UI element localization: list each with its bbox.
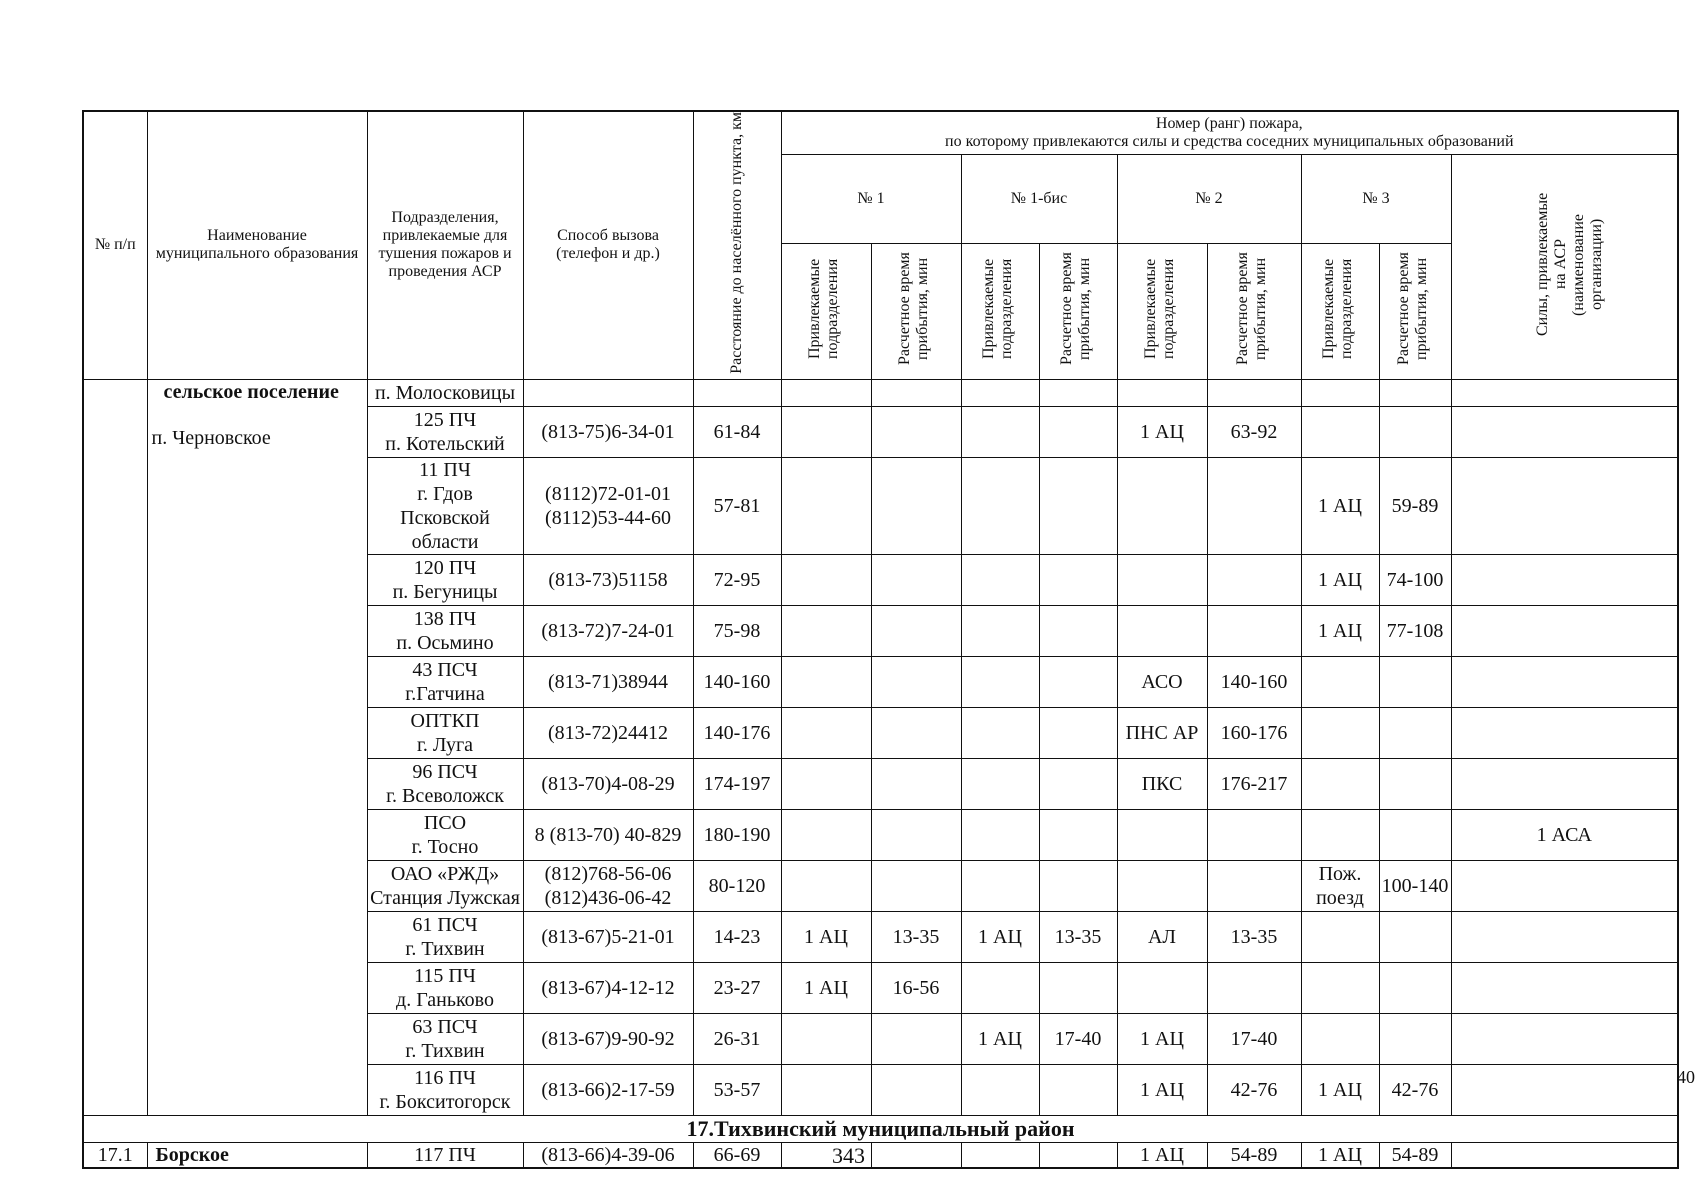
row-num-empty <box>83 379 147 1115</box>
rank-value-cell <box>1039 656 1117 707</box>
rank-value-cell <box>961 758 1039 809</box>
unit-cell <box>367 554 523 605</box>
rank-value-cell <box>961 379 1039 406</box>
unit-cell <box>367 860 523 911</box>
rank-value-cell <box>1207 809 1301 860</box>
rank-value-cell <box>1451 758 1678 809</box>
rank-value-cell <box>1207 554 1301 605</box>
rank-value-cell <box>1379 911 1451 962</box>
header-r2-units: Привлекаемые подразделения <box>1142 258 1177 359</box>
rank-value-cell <box>1451 962 1678 1013</box>
rank-value-cell: 1 АЦ <box>1117 1064 1207 1115</box>
rank-value-cell <box>781 809 871 860</box>
rank-value-cell: 160-176 <box>1207 707 1301 758</box>
rank-value-cell <box>871 379 961 406</box>
rank-value-cell <box>1451 406 1678 457</box>
unit-line: 125 ПЧ <box>413 408 477 431</box>
distance-cell: 23-27 <box>693 962 781 1013</box>
rank-value-cell <box>781 1064 871 1115</box>
unit-line: ОАО «РЖД» <box>390 862 500 885</box>
phone-line: (813-67)5-21-01 <box>541 925 675 948</box>
phone-line: (813-67)4-12-12 <box>541 976 675 999</box>
call-cell <box>523 911 693 962</box>
rank-value-cell <box>781 605 871 656</box>
rank-value-cell <box>1301 911 1379 962</box>
rank-value-cell: 63-92 <box>1207 406 1301 457</box>
header-rank-3: № 3 <box>1301 155 1451 244</box>
unit-line: ОПТКП <box>410 709 480 732</box>
rank-value-cell <box>781 406 871 457</box>
header-r3-units: Привлекаемые подразделения <box>1320 258 1355 359</box>
unit-line: 96 ПСЧ <box>412 760 478 783</box>
unit-cell <box>367 457 523 554</box>
rank-value-cell <box>1451 911 1678 962</box>
unit-cell <box>367 809 523 860</box>
header-r1-units: Привлекаемые подразделения <box>806 258 841 359</box>
page-number: 343 <box>832 1143 865 1168</box>
rank-value-cell <box>781 758 871 809</box>
rank-value-cell <box>1039 1064 1117 1115</box>
distance-cell: 57-81 <box>693 457 781 554</box>
rank-value-cell: 1 АЦ <box>1117 1142 1207 1168</box>
call-cell <box>523 457 693 554</box>
rank-value-cell <box>1039 962 1117 1013</box>
rank-value-cell <box>871 758 961 809</box>
rank-value-cell: 13-35 <box>1207 911 1301 962</box>
rank-value-cell: 1 АЦ <box>781 962 871 1013</box>
rank-value-cell <box>1207 962 1301 1013</box>
rank-value-cell <box>1039 554 1117 605</box>
unit-cell <box>367 605 523 656</box>
rank-value-cell <box>961 860 1039 911</box>
rank-value-cell: 100-140 <box>1379 860 1451 911</box>
unit-line: Псковской области <box>400 506 490 553</box>
unit-cell <box>367 379 523 406</box>
rank-value-cell <box>961 457 1039 554</box>
rank-value-cell <box>1379 406 1451 457</box>
section-row <box>83 1115 1678 1142</box>
rank-value-cell <box>1117 554 1207 605</box>
rank-value-cell <box>871 605 961 656</box>
distance-cell: 66-69 <box>693 1142 781 1168</box>
section-title: 17.Тихвинский муниципальный район <box>83 1115 1678 1142</box>
header-rank-title <box>781 111 1678 155</box>
rank-value-cell <box>1039 809 1117 860</box>
call-cell <box>523 1064 693 1115</box>
rank-value-cell: 54-89 <box>1379 1142 1451 1168</box>
rank-value-cell <box>1301 758 1379 809</box>
distance-cell: 140-176 <box>693 707 781 758</box>
distance-cell: 140-160 <box>693 656 781 707</box>
unit-line: г. Тосно <box>411 835 479 858</box>
rank-value-cell: 16-56 <box>871 962 961 1013</box>
phone-line: (813-72)7-24-01 <box>541 619 675 642</box>
rank-value-cell: АЛ <box>1117 911 1207 962</box>
rank-value-cell: 59-89 <box>1379 457 1451 554</box>
rank-value-cell <box>871 554 961 605</box>
rank-value-cell: 13-35 <box>1039 911 1117 962</box>
unit-line: 43 ПСЧ <box>412 658 478 681</box>
call-cell <box>523 656 693 707</box>
unit-cell <box>367 911 523 962</box>
rank-value-cell <box>1379 656 1451 707</box>
rank-value-cell <box>781 457 871 554</box>
header-units: Подразделения, привлекаемые для тушения пожаров и проведения АСР <box>367 111 523 379</box>
rank-value-cell <box>781 860 871 911</box>
rank-value-cell: 140-160 <box>1207 656 1301 707</box>
unit-line: п. Осьмино <box>396 631 494 654</box>
rank-value-cell: 176-217 <box>1207 758 1301 809</box>
unit-cell: 117 ПЧ <box>367 1142 523 1168</box>
call-cell: (813-66)4-39-06 <box>523 1142 693 1168</box>
distance-cell: 75-98 <box>693 605 781 656</box>
rank-value-cell <box>961 707 1039 758</box>
rank-value-cell <box>1117 605 1207 656</box>
row-num: 17.1 <box>83 1142 147 1168</box>
distance-cell: 180-190 <box>693 809 781 860</box>
rank-value-cell: АСО <box>1117 656 1207 707</box>
header-r1bis-units: Привлекаемые подразделения <box>980 258 1015 359</box>
rank-value-cell <box>1301 809 1379 860</box>
rank-value-cell <box>1379 1013 1451 1064</box>
rank-value-cell <box>1451 457 1678 554</box>
rank-value-cell: 1 АЦ <box>1301 605 1379 656</box>
unit-line: 11 ПЧ <box>419 458 471 481</box>
distance-cell: 26-31 <box>693 1013 781 1064</box>
unit-line: п. Котельский <box>385 432 505 455</box>
rank-value-cell <box>1451 379 1678 406</box>
rank-value-cell <box>871 1013 961 1064</box>
unit-line: п. Бегуницы <box>392 580 498 603</box>
header-call-method: Способ вызова (телефон и др.) <box>523 111 693 379</box>
rank-value-cell <box>1301 406 1379 457</box>
rank-value-cell <box>1117 379 1207 406</box>
rank-value-cell: 17-40 <box>1039 1013 1117 1064</box>
header-num: № п/п <box>83 111 147 379</box>
call-cell <box>523 809 693 860</box>
rank-title-line1: Номер (ранг) пожара, <box>1155 115 1303 132</box>
unit-line: 115 ПЧ <box>414 964 476 987</box>
phone-line: (8112)72-01-01 <box>545 482 671 505</box>
rank-value-cell <box>961 656 1039 707</box>
unit-line: г. Всеволожск <box>386 784 504 807</box>
rank-value-cell <box>1451 554 1678 605</box>
unit-line: г. Луга <box>416 733 474 756</box>
rank-value-cell <box>781 1013 871 1064</box>
rank-value-cell: 1 АСА <box>1451 809 1678 860</box>
phone-line: (812)436-06-42 <box>544 886 672 909</box>
rank-value-cell <box>1451 656 1678 707</box>
rank-value-cell <box>1379 758 1451 809</box>
municipality-name-cell: Борское <box>147 1142 367 1168</box>
rank-value-cell <box>1039 457 1117 554</box>
rank-value-cell: 1 АЦ <box>1117 1013 1207 1064</box>
unit-cell <box>367 406 523 457</box>
rank-value-cell <box>1451 1013 1678 1064</box>
rank-value-cell <box>1451 860 1678 911</box>
rank-value-cell: 13-35 <box>871 911 961 962</box>
rank-value-cell: 1 АЦ <box>1117 406 1207 457</box>
call-cell <box>523 860 693 911</box>
unit-line: г. Бокситогорск <box>379 1090 511 1113</box>
rank-value-cell: 1 АЦ <box>961 1013 1039 1064</box>
rank-value-cell <box>1301 707 1379 758</box>
rank-value-cell <box>961 962 1039 1013</box>
rank-value-cell <box>871 809 961 860</box>
call-cell <box>523 379 693 406</box>
fire-forces-table <box>82 110 1679 1169</box>
rank-value-cell <box>1039 758 1117 809</box>
distance-cell: 14-23 <box>693 911 781 962</box>
unit-line: г.Гатчина <box>405 682 485 705</box>
rank-value-cell <box>1379 962 1451 1013</box>
rank-value-cell <box>781 707 871 758</box>
rank-value-cell <box>1207 457 1301 554</box>
rank-value-cell <box>1039 707 1117 758</box>
rank-value-cell: 1 АЦ <box>961 911 1039 962</box>
distance-cell: 72-95 <box>693 554 781 605</box>
unit-cell <box>367 656 523 707</box>
unit-line: 138 ПЧ <box>413 607 477 630</box>
rank-value-cell <box>781 554 871 605</box>
rank-value-cell: 74-100 <box>1379 554 1451 605</box>
rank-value-cell <box>1117 962 1207 1013</box>
distance-cell: 174-197 <box>693 758 781 809</box>
header-municipality: Наименование муниципального образования <box>147 111 367 379</box>
municipality-name: п. Черновское <box>151 426 271 449</box>
call-cell <box>523 406 693 457</box>
rank-value-cell: ПКС <box>1117 758 1207 809</box>
rank-value-cell: Пож. поезд <box>1301 860 1379 911</box>
distance-cell: 61-84 <box>693 406 781 457</box>
unit-cell <box>367 1013 523 1064</box>
unit-line: п. Молосковицы <box>374 381 516 404</box>
rank-value-cell <box>1207 860 1301 911</box>
rank-value-cell <box>1301 656 1379 707</box>
distance-cell: 80-120 <box>693 860 781 911</box>
unit-line: г. Тихвин <box>405 937 485 960</box>
rank-value-cell: 1 АЦ <box>1301 554 1379 605</box>
distance-cell: 53-57 <box>693 1064 781 1115</box>
unit-cell <box>367 1064 523 1115</box>
call-cell <box>523 758 693 809</box>
rank-value-cell <box>1379 809 1451 860</box>
unit-line: 116 ПЧ <box>414 1066 476 1089</box>
call-cell <box>523 1013 693 1064</box>
unit-line: 63 ПСЧ <box>412 1015 478 1038</box>
rank-value-cell <box>781 656 871 707</box>
municipality-cell <box>147 379 367 1115</box>
rank-value-cell <box>961 406 1039 457</box>
rank-value-cell <box>871 860 961 911</box>
margin-number: 40 <box>1677 1067 1695 1087</box>
header-r2-time: Расчетное время прибытия, мин <box>1234 252 1269 366</box>
header-r1-time: Расчетное время прибытия, мин <box>896 252 931 366</box>
rank-value-cell <box>1117 860 1207 911</box>
unit-line: ПСО <box>423 811 467 834</box>
rank-value-cell <box>1039 605 1117 656</box>
rank-value-cell <box>961 554 1039 605</box>
phone-line: 8 (813-70) 40-829 <box>534 823 682 846</box>
phone-line: (813-67)9-90-92 <box>541 1027 675 1050</box>
unit-line: г. Тихвин <box>405 1039 485 1062</box>
unit-line: г. Гдов <box>417 482 473 505</box>
rank-value-cell <box>871 406 961 457</box>
rank-value-cell <box>1039 860 1117 911</box>
call-cell <box>523 707 693 758</box>
unit-cell <box>367 707 523 758</box>
phone-line: (813-71)38944 <box>548 670 668 693</box>
rank-value-cell <box>1451 707 1678 758</box>
phone-line: (813-72)24412 <box>548 721 668 744</box>
rank-value-cell: 77-108 <box>1379 605 1451 656</box>
rank-value-cell <box>1117 457 1207 554</box>
rank-value-cell <box>871 656 961 707</box>
call-cell <box>523 962 693 1013</box>
rank-value-cell <box>1207 605 1301 656</box>
unit-line: 120 ПЧ <box>413 556 477 579</box>
rank-value-cell <box>871 457 961 554</box>
rank-value-cell <box>1451 605 1678 656</box>
rank-value-cell <box>1301 1013 1379 1064</box>
rank-value-cell: 17-40 <box>1207 1013 1301 1064</box>
rank-value-cell: 1 АЦ <box>781 911 871 962</box>
rank-value-cell: 42-76 <box>1207 1064 1301 1115</box>
unit-line: Станция Лужская <box>370 886 520 909</box>
rank-value-cell <box>871 707 961 758</box>
rank-value-cell <box>1117 809 1207 860</box>
phone-line: (813-73)51158 <box>548 568 668 591</box>
header-rank-2: № 2 <box>1117 155 1301 244</box>
header-rank-1: № 1 <box>781 155 961 244</box>
rank-value-cell <box>1379 707 1451 758</box>
call-cell <box>523 605 693 656</box>
rank-value-cell <box>1207 379 1301 406</box>
rank-value-cell <box>871 1064 961 1115</box>
rank-value-cell: 1 АЦ <box>1301 457 1379 554</box>
phone-line: (813-66)2-17-59 <box>541 1078 675 1101</box>
rank-value-cell: 42-76 <box>1379 1064 1451 1115</box>
table-row <box>83 379 1678 406</box>
table-body <box>83 379 1678 1168</box>
header-distance: Расстояние до населённого пункта, км <box>728 112 745 374</box>
header-r1bis-time: Расчетное время прибытия, мин <box>1058 252 1093 366</box>
municipality-type: сельское поселение <box>163 380 339 403</box>
rank-title-line2: по которому привлекаются силы и средства соседних муниципальных образований <box>945 133 1514 150</box>
phone-line: (8112)53-44-60 <box>545 506 671 529</box>
unit-cell <box>367 962 523 1013</box>
header-r3-time: Расчетное время прибытия, мин <box>1395 252 1430 366</box>
rank-value-cell <box>1039 406 1117 457</box>
rank-value-cell <box>1451 1064 1678 1115</box>
rank-value-cell <box>961 605 1039 656</box>
rank-value-cell <box>1301 962 1379 1013</box>
header-rank-1bis: № 1-бис <box>961 155 1117 244</box>
rank-value-cell <box>781 379 871 406</box>
rank-value-cell <box>1379 379 1451 406</box>
rank-value-cell <box>1301 379 1379 406</box>
rank-value-cell <box>961 809 1039 860</box>
unit-line: 61 ПСЧ <box>412 913 478 936</box>
rank-value-cell: ПНС АР <box>1117 707 1207 758</box>
distance-cell <box>693 379 781 406</box>
phone-line: (812)768-56-06 <box>544 862 672 885</box>
rank-value-cell: 1 АЦ <box>1301 1064 1379 1115</box>
phone-line: (813-70)4-08-29 <box>541 772 675 795</box>
rank-value-cell <box>961 1064 1039 1115</box>
rank-value-cell: 1 АЦ <box>1301 1142 1379 1168</box>
phone-line: (813-75)6-34-01 <box>541 420 675 443</box>
unit-line: д. Ганьково <box>396 988 494 1011</box>
call-cell <box>523 554 693 605</box>
unit-cell <box>367 758 523 809</box>
header-asr-forces: Силы, привлекаемые на АСР (наименование организации) <box>1534 192 1606 336</box>
rank-value-cell <box>1039 379 1117 406</box>
rank-value-cell: 54-89 <box>1207 1142 1301 1168</box>
